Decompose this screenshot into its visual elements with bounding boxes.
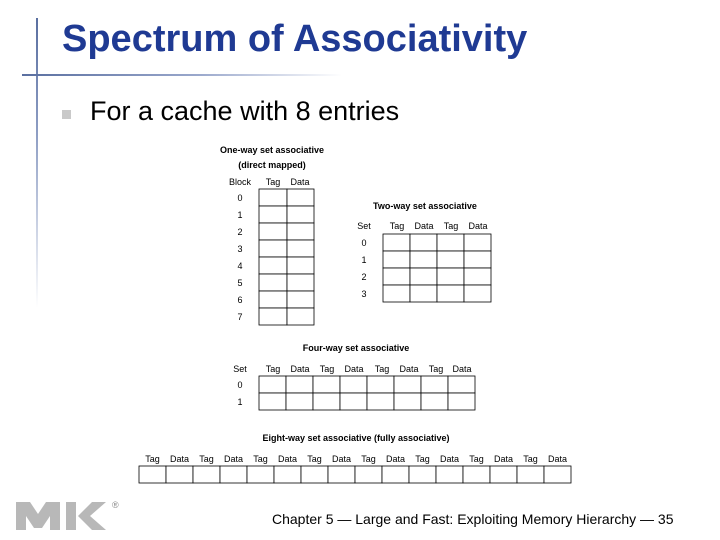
two-way-data-cell: [410, 268, 437, 285]
slide-footer: Chapter 5 — Large and Fast: Exploiting Memory Hierarchy — 35: [272, 511, 674, 527]
eight-way-header: Data: [547, 454, 568, 464]
eight-way-tag-cell: [139, 466, 166, 483]
one-way-block-label: 3: [237, 244, 243, 254]
one-way-data-cell: [287, 274, 314, 291]
eight-way-header: Data: [169, 454, 190, 464]
one-way-tag-cell: [259, 274, 287, 291]
two-way-set-label: 0: [361, 238, 367, 248]
two-way-tag-cell: [383, 285, 410, 302]
eight-way-header: Tag: [253, 454, 268, 464]
two-way-data-cell: [464, 234, 491, 251]
one-way-block-label: 6: [237, 295, 243, 305]
two-way-header: Tag: [389, 221, 405, 231]
eight-way-data-cell: [382, 466, 409, 483]
four-way-tag-cell: [259, 393, 286, 410]
eight-way-header: Tag: [307, 454, 322, 464]
one-way-data-cell: [287, 257, 314, 274]
eight-way-tag-cell: [463, 466, 490, 483]
one-way-tag-cell: [259, 223, 287, 240]
eight-way-data-cell: [166, 466, 193, 483]
eight-way-data-cell: [328, 466, 355, 483]
eight-way-tag-cell: [517, 466, 544, 483]
eight-way-tag-cell: [355, 466, 382, 483]
logo-m-shape: [16, 502, 60, 530]
four-way-data-cell: [394, 393, 421, 410]
eight-way-data-cell: [544, 466, 571, 483]
two-way-header: Set: [357, 221, 371, 231]
one-way-data-cell: [287, 240, 314, 257]
four-way-title: Four-way set associative: [302, 343, 410, 353]
one-way-block-label: 7: [237, 312, 243, 322]
two-way-data-cell: [464, 251, 491, 268]
two-way-set-label: 2: [361, 272, 367, 282]
eight-way-header: Tag: [199, 454, 214, 464]
eight-way-tag-cell: [301, 466, 328, 483]
logo-k-shape: [66, 502, 106, 530]
one-way-block-label: 5: [237, 278, 243, 288]
four-way-tag-cell: [313, 376, 340, 393]
two-way-header: Data: [414, 221, 434, 231]
one-way-subtitle: (direct mapped): [238, 160, 306, 170]
two-way-set-label: 3: [361, 289, 367, 299]
one-way-data-cell: [287, 223, 314, 240]
four-way-data-cell: [340, 376, 367, 393]
four-way-set-label: 0: [237, 380, 243, 390]
two-way-tag-cell: [383, 251, 410, 268]
two-way-data-cell: [410, 234, 437, 251]
two-way-header: Tag: [443, 221, 459, 231]
two-way-data-cell: [464, 268, 491, 285]
four-way-tag-cell: [367, 393, 394, 410]
two-way-tag-cell: [383, 234, 410, 251]
two-way-tag-cell: [437, 285, 464, 302]
one-way-tag-cell: [259, 257, 287, 274]
eight-way-header: Tag: [361, 454, 376, 464]
one-way-tag-cell: [259, 240, 287, 257]
eight-way-tag-cell: [193, 466, 220, 483]
eight-way-header: Data: [277, 454, 298, 464]
one-way-data-cell: [287, 189, 314, 206]
four-way-data-cell: [448, 393, 475, 410]
two-way-tag-cell: [437, 251, 464, 268]
eight-way-header: Tag: [523, 454, 538, 464]
one-way-tag-cell: [259, 206, 287, 223]
two-way-header: Data: [468, 221, 488, 231]
four-way-data-cell: [448, 376, 475, 393]
four-way-tag-cell: [367, 376, 394, 393]
one-way-data-cell: [287, 206, 314, 223]
eight-way-data-cell: [490, 466, 517, 483]
eight-way-header: Data: [331, 454, 352, 464]
one-way-block-label: 2: [237, 227, 243, 237]
one-way-tag-cell: [259, 291, 287, 308]
four-way-set-label: 1: [237, 397, 243, 407]
one-way-title: One-way set associative: [219, 145, 325, 155]
four-way-header: Tag: [428, 364, 444, 374]
eight-way-header: Data: [385, 454, 406, 464]
four-way-header: Data: [399, 364, 419, 374]
four-way-data-cell: [340, 393, 367, 410]
four-way-data-cell: [394, 376, 421, 393]
bullet-text: For a cache with 8 entries: [90, 96, 400, 126]
two-way-tag-cell: [437, 268, 464, 285]
one-way-block-label: 1: [237, 210, 243, 220]
four-way-header: Data: [344, 364, 364, 374]
eight-way-tag-cell: [409, 466, 436, 483]
eight-way-data-cell: [436, 466, 463, 483]
four-way-tag-cell: [313, 393, 340, 410]
two-way-data-cell: [410, 251, 437, 268]
one-way-data-cell: [287, 308, 314, 325]
two-way-tag-cell: [437, 234, 464, 251]
one-way-data-cell: [287, 291, 314, 308]
two-way-set-label: 1: [361, 255, 367, 265]
four-way-data-cell: [286, 393, 313, 410]
one-way-tag-cell: [259, 189, 287, 206]
two-way-tag-cell: [383, 268, 410, 285]
one-way-header: Data: [290, 177, 310, 187]
logo-registered-mark: ®: [112, 500, 119, 510]
four-way-tag-cell: [259, 376, 286, 393]
two-way-title: Two-way set associative: [373, 201, 477, 211]
one-way-block-label: 0: [237, 193, 243, 203]
one-way-header: Block: [228, 177, 252, 187]
eight-way-header: Data: [439, 454, 460, 464]
two-way-data-cell: [464, 285, 491, 302]
eight-way-header: Tag: [145, 454, 160, 464]
eight-way-header: Data: [493, 454, 514, 464]
eight-way-title: Eight-way set associative (fully associative): [262, 433, 450, 443]
four-way-header: Set: [233, 364, 247, 374]
one-way-block-label: 4: [237, 261, 243, 271]
four-way-header: Tag: [265, 364, 281, 374]
eight-way-data-cell: [274, 466, 301, 483]
one-way-tag-cell: [259, 308, 287, 325]
mk-logo: [14, 498, 124, 539]
slide-title: Spectrum of Associativity: [62, 18, 528, 60]
four-way-data-cell: [286, 376, 313, 393]
four-way-header: Tag: [374, 364, 390, 374]
four-way-header: Data: [452, 364, 472, 374]
four-way-header: Data: [290, 364, 310, 374]
eight-way-header: Data: [223, 454, 244, 464]
four-way-tag-cell: [421, 393, 448, 410]
eight-way-header: Tag: [469, 454, 484, 464]
two-way-data-cell: [410, 285, 437, 302]
one-way-header: Tag: [265, 177, 281, 187]
eight-way-header: Tag: [415, 454, 430, 464]
four-way-tag-cell: [421, 376, 448, 393]
four-way-header: Tag: [319, 364, 335, 374]
eight-way-tag-cell: [247, 466, 274, 483]
eight-way-data-cell: [220, 466, 247, 483]
